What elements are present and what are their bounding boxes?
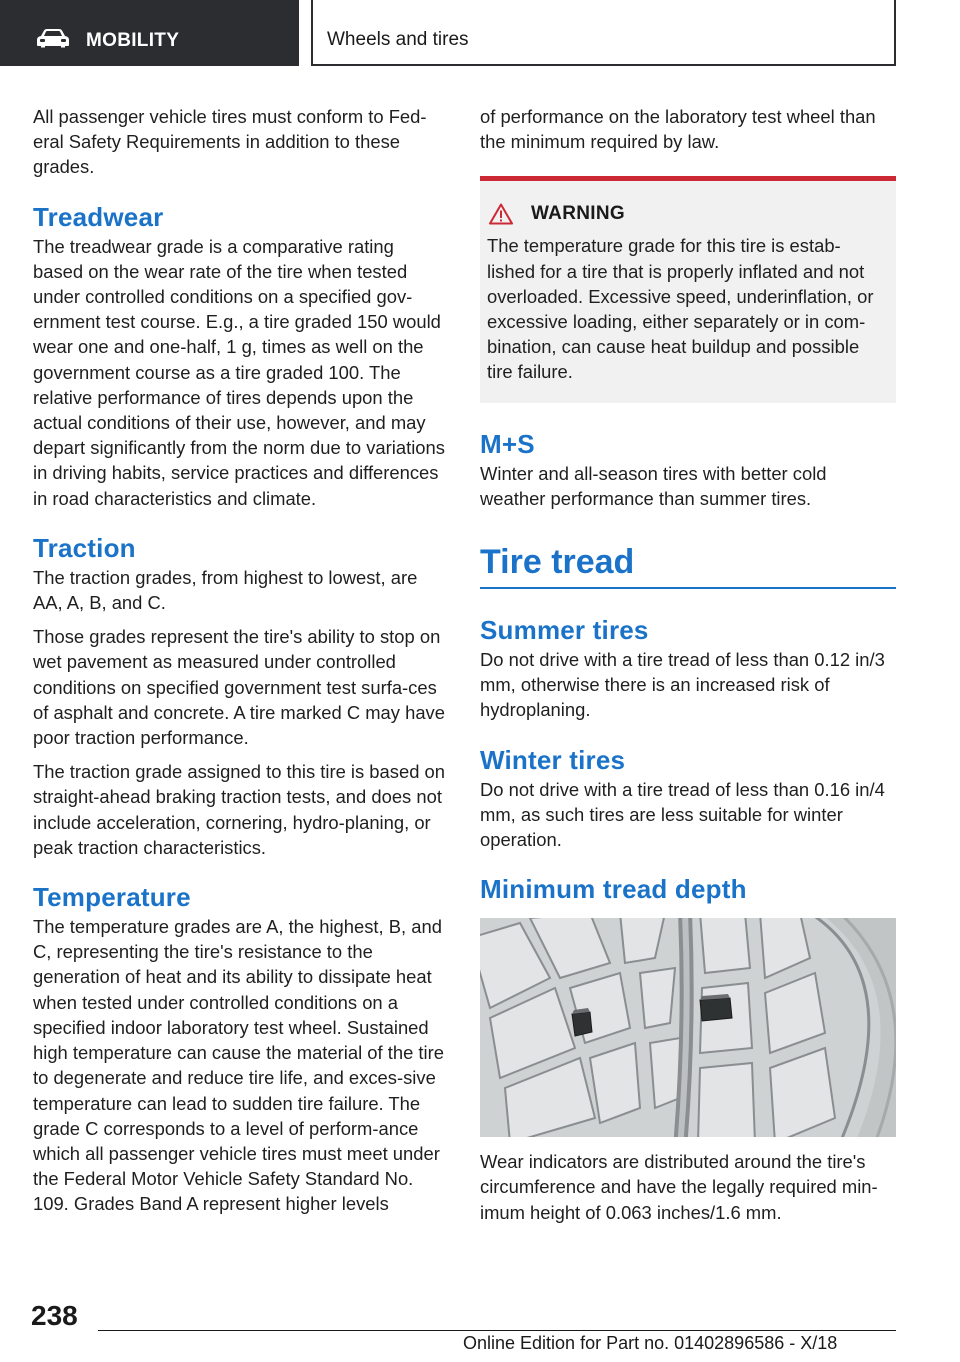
temperature-paragraph: The temperature grades are A, the highest, B, and C, representing the tire's resistance to the generation of heat and its ability to dissipate heat when tested under controlled conditions on a specified indoor laboratory test wheel. Sustained high temperature can cause the material of the tire to degenerate and reduce tire life, and exces-sive temperature can lead to sudden tire failure. The grade C corresponds to a level of perform-ance which all passenger vehicle tires must meet under the Federal Motor Vehicle Safety Standard No. 109. Grades Band A represent higher levels: [33, 916, 444, 1215]
ms-paragraph: Winter and all-season tires with better cold weather performance than summer tires.: [480, 462, 827, 509]
continuation-paragraph: of performance on the laboratory test wheel than the minimum required by law.: [480, 106, 876, 153]
warning-box: [480, 176, 896, 402]
page-number: 238: [31, 1300, 78, 1331]
warning-triangle-icon: [489, 203, 513, 225]
traction-paragraph-2: Those grades represent the tire's ability to stop on wet pavement as measured under controlled conditions on specified government test surfa-ces of asphalt and concrete. A tire marked C may have poor traction performance.: [33, 626, 445, 749]
wear-indicator-caption: Wear indicators are distributed around the tire's circumference and have the legally required min-imum height of 0.063 inches/1.6 mm.: [480, 1151, 878, 1223]
warning-text: The temperature grade for this tire is estab-lished for a tire that is properly inflated and not overloaded. Excessive speed, underinflation, or excessive loading, either separately or in com-bination, can cause heat buildup and possible tire failure.: [487, 235, 874, 383]
traction-paragraph-3: The traction grade assigned to this tire is based on straight-ahead braking traction tests, and does not include acceleration, cornering, hydro-planing, or peak traction characteristics.: [33, 761, 445, 858]
traction-paragraph-1: The traction grades, from highest to lowest, are AA, A, B, and C.: [33, 566, 418, 614]
treadwear-paragraph: The treadwear grade is a comparative rating based on the wear rate of the tire when tested under controlled conditions on a specified gov-ernment test course. E.g., a tire graded 150 would wear one and one-half, 1 g, times as well on the government course as a tire graded 100. The relative performance of tires depends upon the actual conditions of their use, however, and may depart significantly from the norm due to variations in driving habits, service practices and differences in road characteristics and climate.: [33, 235, 445, 509]
summer-tires-paragraph: Do not drive with a tire tread of less than 0.12 in/3 mm, otherwise there is an increased risk of hydroplaning.: [480, 649, 885, 721]
warning-title: WARNING: [531, 203, 625, 225]
header-chapter-label: Wheels and tires: [327, 29, 469, 50]
car-icon: [36, 28, 70, 48]
tire-tread-illustration: [480, 918, 896, 1137]
footer-edition: Online Edition for Part no. 01402896586 - X/18: [463, 1333, 838, 1353]
left-column: [33, 104, 449, 1217]
header-chapter-box: [311, 0, 896, 66]
summer-tires-heading: Summer tires: [480, 615, 649, 646]
right-column: [480, 104, 896, 1225]
header-section-tab: [0, 0, 299, 66]
tire-tread-heading: Tire tread: [480, 541, 896, 589]
temperature-heading: Temperature: [33, 882, 191, 913]
treadwear-heading: Treadwear: [33, 201, 164, 232]
warning-header: [487, 203, 888, 225]
min-tread-depth-heading: Minimum tread depth: [480, 874, 747, 905]
winter-tires-paragraph: Do not drive with a tire tread of less than 0.16 in/4 mm, as such tires are less suitable for winter operation.: [480, 778, 885, 851]
header-section-label: MOBILITY: [86, 30, 180, 51]
footer-rule: [98, 1330, 896, 1331]
intro-paragraph: All passenger vehicle tires must conform to Fed-eral Safety Requirements in addition to these grades.: [33, 106, 427, 178]
winter-tires-heading: Winter tires: [480, 744, 626, 775]
traction-heading: Traction: [33, 532, 136, 563]
ms-heading: M+S: [480, 428, 535, 459]
